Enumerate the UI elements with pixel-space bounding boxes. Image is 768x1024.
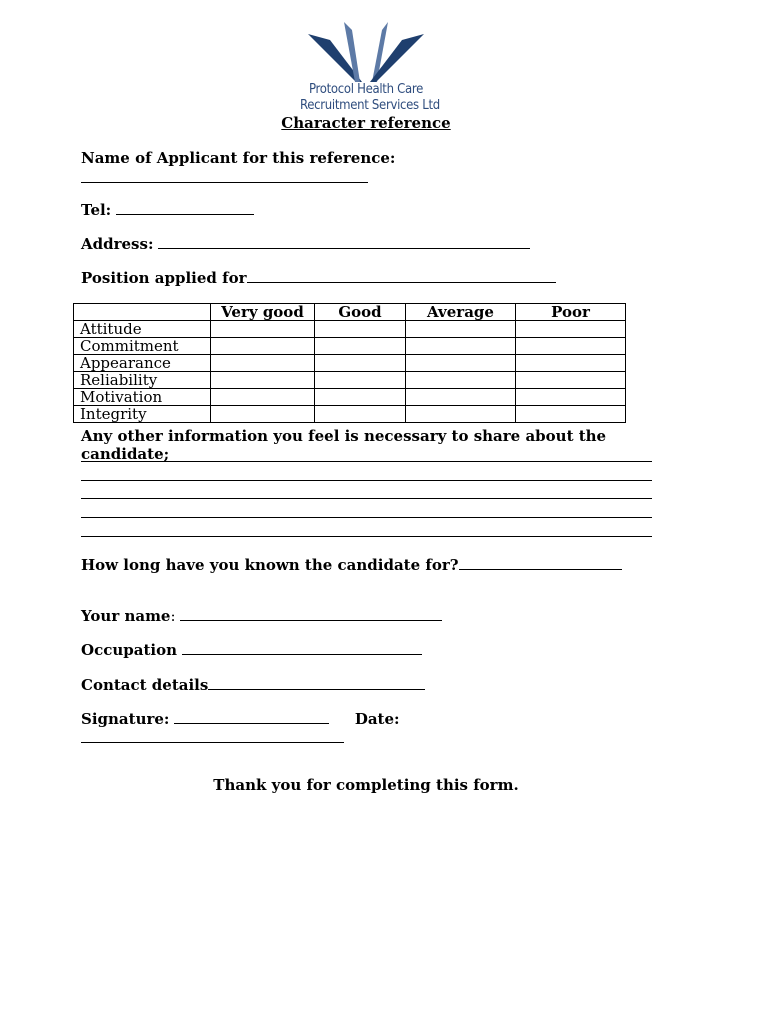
rating-cell[interactable] (406, 321, 516, 338)
rating-cell[interactable] (406, 406, 516, 423)
other-info-label-line1: Any other information you feel is necessary to share about the (81, 427, 607, 445)
known-field[interactable] (459, 555, 622, 570)
header-cell: Poor (516, 304, 626, 321)
occupation-field[interactable] (182, 640, 422, 655)
rating-cell[interactable] (516, 389, 626, 406)
tel-label: Tel: (81, 201, 112, 219)
rating-cell[interactable] (211, 355, 315, 372)
rating-cell[interactable] (406, 355, 516, 372)
occupation-row (81, 640, 422, 659)
table-row (74, 355, 626, 372)
address-field[interactable] (158, 234, 530, 249)
position-field[interactable] (247, 268, 556, 283)
table-row (74, 338, 626, 355)
rating-cell[interactable] (211, 389, 315, 406)
rating-cell[interactable] (211, 321, 315, 338)
rating-table-header (74, 304, 626, 321)
rating-cell[interactable] (211, 372, 315, 389)
logo-text-line2: Recruitment Services Ltd (300, 98, 440, 113)
signature-row (81, 709, 400, 728)
position-row (81, 268, 556, 287)
date-field[interactable] (81, 728, 344, 747)
rating-cell[interactable] (315, 406, 406, 423)
rating-cell[interactable] (315, 321, 406, 338)
tel-field[interactable] (116, 200, 254, 215)
contact-row (81, 675, 425, 694)
header-cell: Very good (211, 304, 315, 321)
row-label: Integrity (74, 406, 211, 423)
rating-cell[interactable] (315, 372, 406, 389)
row-label: Motivation (74, 389, 211, 406)
row-label: Commitment (74, 338, 211, 355)
other-info-line[interactable] (81, 498, 652, 499)
known-label: How long have you known the candidate for? (81, 556, 459, 574)
rating-cell[interactable] (516, 406, 626, 423)
other-info-line[interactable] (81, 536, 652, 537)
date-label: Date: (354, 710, 400, 728)
rating-cell[interactable] (516, 372, 626, 389)
signature-label: Signature: (81, 710, 170, 728)
contact-label: Contact details (81, 676, 209, 694)
rating-cell[interactable] (211, 406, 315, 423)
your-name-field[interactable] (180, 606, 442, 621)
position-label: Position applied for (81, 269, 247, 287)
signature-field[interactable] (174, 709, 329, 724)
header-cell: Good (315, 304, 406, 321)
address-label: Address: (81, 235, 154, 253)
rating-table (73, 303, 626, 423)
your-name-row (81, 606, 442, 625)
rating-cell[interactable] (516, 338, 626, 355)
other-info-line[interactable] (81, 461, 652, 462)
your-name-label: Your name (81, 607, 171, 625)
logo-text-line1: Protocol Health Care (309, 82, 423, 97)
address-row (81, 234, 530, 253)
rating-cell[interactable] (406, 372, 516, 389)
tel-row (81, 200, 254, 219)
known-row (81, 555, 622, 574)
table-row (74, 372, 626, 389)
other-info-label-line2: candidate; (81, 445, 170, 463)
rating-cell[interactable] (516, 355, 626, 372)
table-row (74, 406, 626, 423)
other-info-line[interactable] (81, 480, 652, 481)
your-name-colon: : (170, 607, 176, 625)
rating-cell[interactable] (406, 389, 516, 406)
form-title: Character reference (281, 114, 451, 132)
rating-cell[interactable] (406, 338, 516, 355)
table-row (74, 321, 626, 338)
contact-field[interactable] (208, 675, 425, 690)
rating-cell[interactable] (315, 355, 406, 372)
thank-you-note: Thank you for completing this form. (213, 776, 519, 794)
applicant-field[interactable] (81, 168, 368, 187)
other-info-line[interactable] (81, 517, 652, 518)
logo-rays-icon (300, 20, 432, 90)
table-row (74, 389, 626, 406)
rating-cell[interactable] (516, 321, 626, 338)
row-label: Reliability (74, 372, 211, 389)
rating-cell[interactable] (211, 338, 315, 355)
header-cell: Average (406, 304, 516, 321)
company-logo (300, 20, 440, 116)
row-label: Appearance (74, 355, 211, 372)
occupation-label: Occupation (81, 641, 177, 659)
applicant-label: Name of Applicant for this reference: (81, 149, 396, 167)
rating-cell[interactable] (315, 338, 406, 355)
rating-cell[interactable] (315, 389, 406, 406)
header-cell (74, 304, 211, 321)
row-label: Attitude (74, 321, 211, 338)
